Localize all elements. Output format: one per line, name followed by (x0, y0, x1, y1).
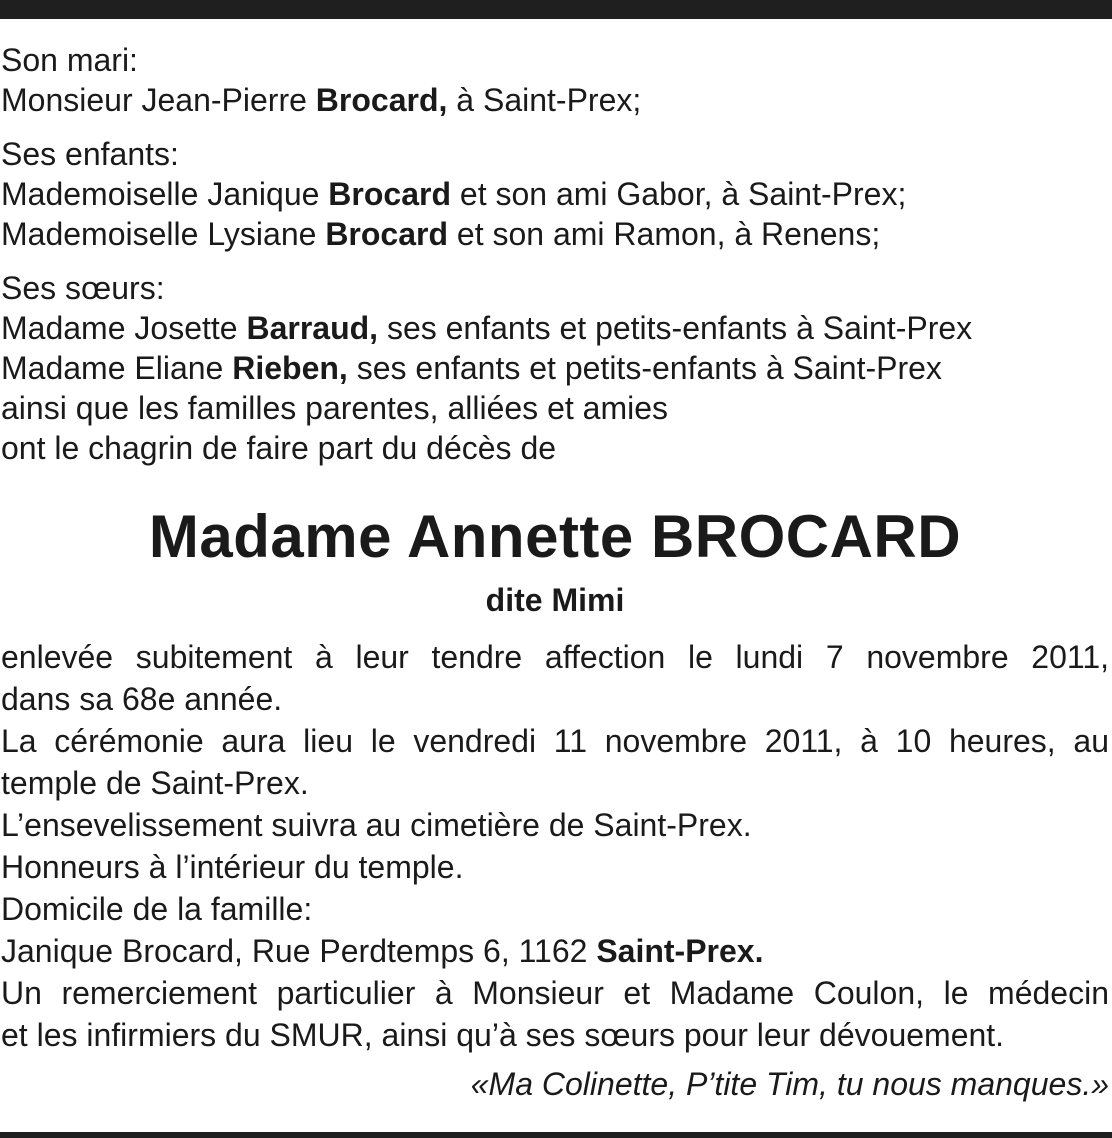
child-prefix: Mademoiselle Lysiane (1, 216, 326, 252)
thanks-line: Un remerciement particulier à Monsieur et Madame Coulon, le médecin (1, 975, 1109, 1011)
sister-suffix: ses enfants et petits-enfants à Saint-Prex (378, 310, 973, 346)
deceased-name: Madame Annette BROCARD (148, 503, 962, 570)
deceased-nickname: dite Mimi (485, 582, 625, 618)
child-surname: Brocard (328, 176, 451, 212)
ceremony-line: La cérémonie aura lieu le vendredi 11 novembre 2011, à 10 heures, au (1, 723, 1109, 759)
domicile-heading: Domicile de la famille: (1, 891, 313, 927)
child-line (1, 214, 1109, 254)
sister-suffix: ses enfants et petits-enfants à Saint-Prex (347, 350, 942, 386)
child-prefix: Mademoiselle Janique (1, 176, 329, 212)
bottom-border-rule (0, 1132, 1112, 1138)
honours-line: Honneurs à l’intérieur du temple. (1, 849, 464, 885)
relatives-line: ainsi que les familles parentes, alliées et amies (1, 390, 668, 426)
child-suffix: et son ami Ramon, à Renens; (448, 216, 881, 252)
burial-line: L’ensevelissement suivra au cimetière de Saint-Prex. (1, 807, 752, 843)
child-surname: Brocard (325, 216, 449, 252)
sister-prefix: Madame Josette (1, 310, 247, 346)
sisters-section (1, 268, 1109, 468)
sister-line (1, 308, 1109, 348)
thanks-line-continued: et les infirmiers du SMUR, ainsi qu’à ses sœurs pour leur dévouement. (1, 1017, 1005, 1053)
passing-line: enlevée subitement à leur tendre affection le lundi 7 novembre 2011, (1, 639, 1109, 675)
sister-line (1, 348, 1109, 388)
sister-prefix: Madame Eliane (1, 350, 233, 386)
husband-suffix: à Saint-Prex; (447, 82, 642, 118)
age-line: dans sa 68e année. (1, 681, 283, 717)
obituary-notice (1, 40, 1109, 1104)
children-section (1, 134, 1109, 254)
children-heading: Ses enfants: (1, 136, 179, 172)
child-line (1, 174, 1109, 214)
address-prefix: Janique Brocard, Rue Perdtemps 6, 1162 (1, 933, 597, 969)
address-line (1, 930, 1109, 972)
details-section (1, 636, 1109, 1056)
child-suffix: et son ami Gabor, à Saint-Prex; (451, 176, 907, 212)
sisters-heading: Ses sœurs: (1, 270, 165, 306)
sister-surname: Barraud, (246, 310, 379, 346)
sister-surname: Rieben, (232, 350, 348, 386)
closing-quote: «Ma Colinette, P’tite Tim, tu nous manques.» (470, 1066, 1109, 1102)
husband-line (1, 80, 1109, 120)
top-border-rule (0, 0, 1112, 19)
husband-section (1, 40, 1109, 120)
husband-heading: Son mari: (1, 42, 138, 78)
husband-surname: Brocard, (315, 82, 448, 118)
ceremony-place-line: temple de Saint-Prex. (1, 765, 309, 801)
address-city: Saint-Prex. (596, 933, 764, 969)
husband-prefix: Monsieur Jean-Pierre (1, 82, 316, 118)
announcement-line: ont le chagrin de faire part du décès de (1, 430, 557, 466)
